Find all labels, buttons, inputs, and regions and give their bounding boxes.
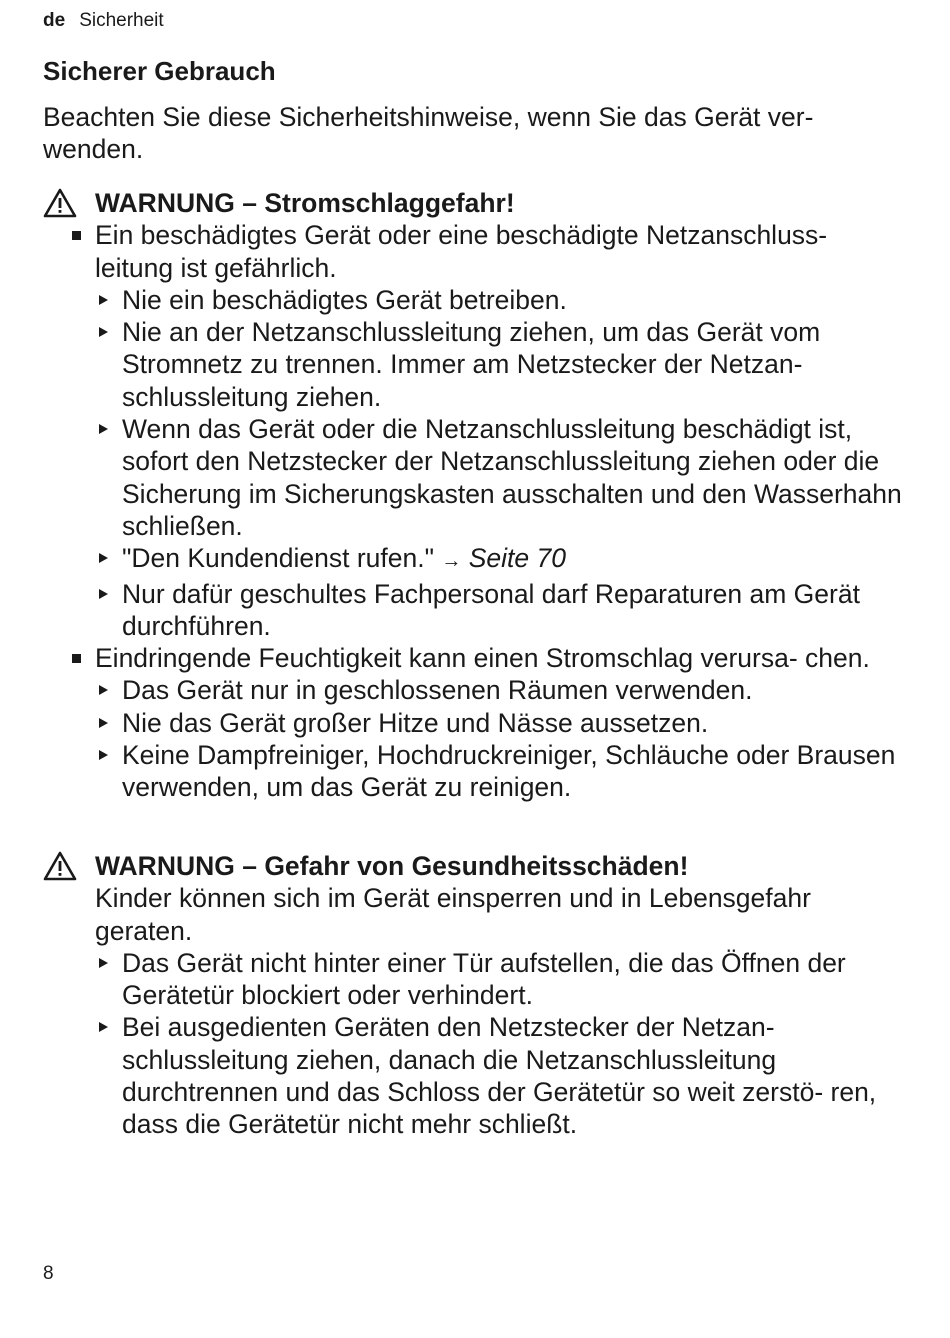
action-arrow-icon [99,958,108,968]
warning-title: WARNUNG – Gefahr von Gesundheitsschäden! [95,851,689,881]
bullet-square-icon [72,654,81,663]
action-step: Nie das Gerät großer Hitze und Nässe aussetzen. [43,707,903,739]
warning-triangle-icon [43,188,77,218]
page-header [43,9,164,33]
warning-title: WARNUNG – Stromschlaggefahr! [95,188,515,218]
language-code: de [43,10,66,31]
action-step: Bei ausgedienten Geräten den Netzstecker der Netzan- schlussleitung ziehen, danach die Netzanschlussleitung durchtrennen und das Schloss der Gerätetür so weit zerstö- ren, dass die Gerätetür nicht mehr schließt. [43,1011,903,1140]
action-arrow-icon [99,295,108,305]
warning-triangle-icon [43,851,77,881]
action-arrow-icon [99,589,108,599]
page-number: 8 [43,1263,54,1284]
action-arrow-icon [99,327,108,337]
action-step: Nur dafür geschultes Fachpersonal darf Reparaturen am Gerät durchführen. [43,578,903,643]
warning-electric-shock [43,187,903,804]
action-step: Wenn das Gerät oder die Netzanschlussleitung beschädigt ist, sofort den Netzstecker der Netzanschlussleitung ziehen oder die Sicherung im Sicherungskasten ausschalten und den Wasserhahn schließen. [43,413,903,542]
action-step: "Den Kundendienst rufen." → Seite 70 [43,542,903,577]
section-title: Sicherer Gebrauch [43,56,276,86]
action-step: Nie an der Netzanschlussleitung ziehen, um das Gerät vom Stromnetz zu trennen. Immer am Netzstecker der Netzan- schlussleitung ziehen. [43,316,903,413]
action-arrow-icon [99,750,108,760]
bullet-square-icon [72,231,81,240]
list-item: Eindringende Feuchtigkeit kann einen Stromschlag verursa- chen. [43,642,903,674]
action-arrow-icon [99,424,108,434]
warning-heading [43,850,903,882]
action-arrow-icon [99,553,108,563]
warning-health-hazard [43,850,903,1141]
warning-heading [43,187,903,219]
action-step: Das Gerät nur in geschlossenen Räumen verwenden. [43,674,903,706]
cross-reference-link[interactable]: Seite 70 [468,543,566,574]
chapter-title: Sicherheit [79,10,164,31]
action-step: Das Gerät nicht hinter einer Tür aufstellen, die das Öffnen der Gerätetür blockiert oder verhindert. [43,947,903,1012]
list-item: Ein beschädigtes Gerät oder eine beschädigte Netzanschluss- leitung ist gefährlich. [43,219,903,284]
action-step: Keine Dampfreiniger, Hochdruckreiniger, Schläuche oder Brausen verwenden, um das Gerät zu reinigen. [43,739,903,804]
cross-reference-arrow: → [441,550,462,573]
action-step: Nie ein beschädigtes Gerät betreiben. [43,284,903,316]
action-arrow-icon [99,1022,108,1032]
action-arrow-icon [99,685,108,695]
warning-text: Kinder können sich im Gerät einsperren und in Lebensgefahr geraten. [95,883,811,946]
action-arrow-icon [99,718,108,728]
intro-paragraph: Beachten Sie diese Sicherheitshinweise, wenn Sie das Gerät ver- wenden. [43,102,814,165]
